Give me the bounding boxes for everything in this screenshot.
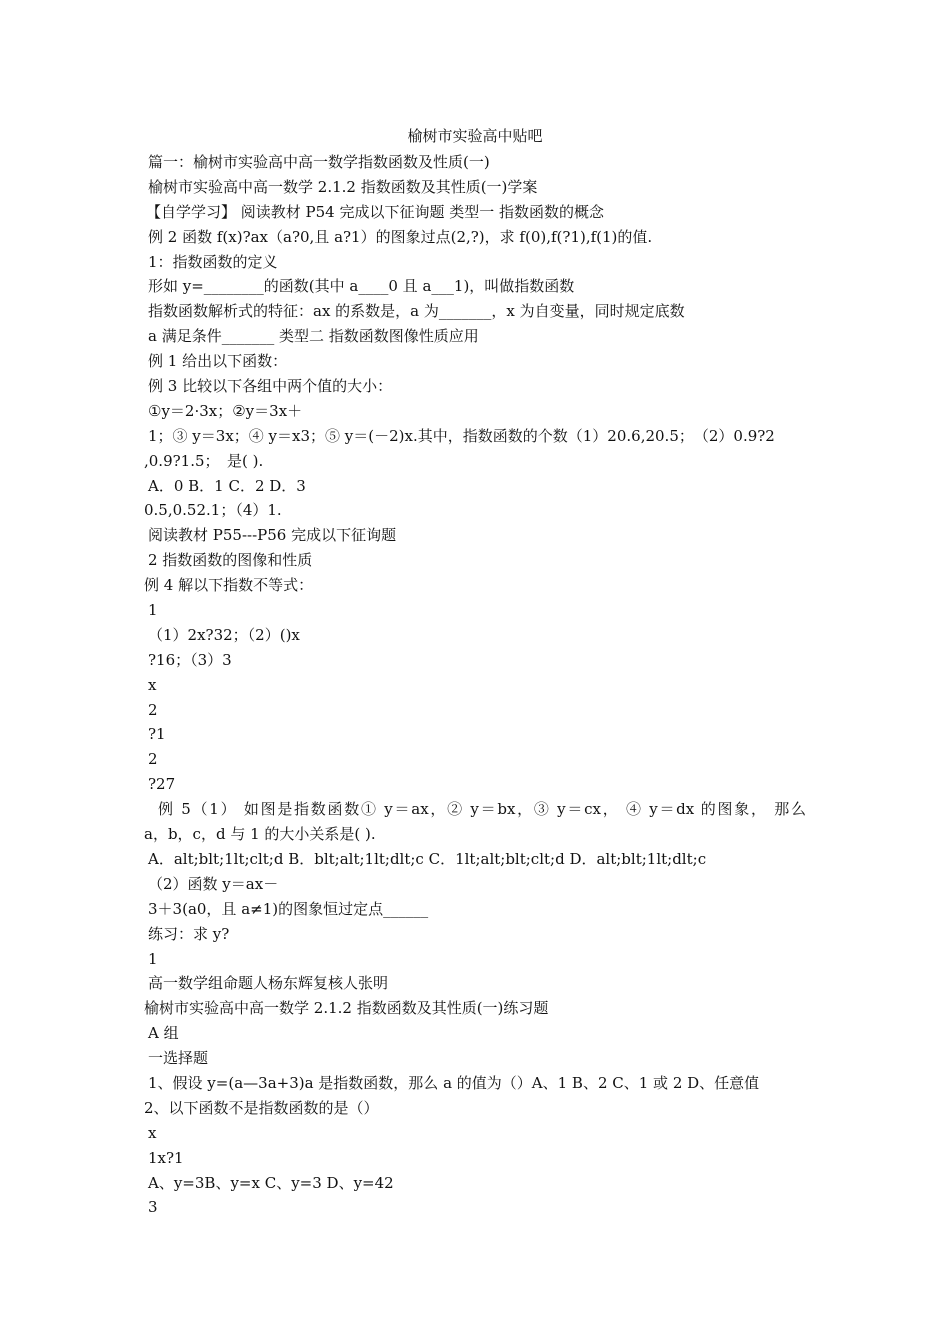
text-line: 2、以下函数不是指数函数的是（） bbox=[144, 1098, 379, 1117]
text-line: （1）2x?32；（2）()x bbox=[148, 625, 300, 644]
text-line: 例 3 比较以下各组中两个值的大小： bbox=[148, 377, 393, 396]
text-line: 1x?1 bbox=[148, 1148, 184, 1167]
text-line: 2 bbox=[148, 750, 158, 769]
text-line: 榆树市实验高中高一数学 2.1.2 指数函数及其性质(一)练习题 bbox=[144, 999, 549, 1018]
text-line: x bbox=[148, 675, 157, 694]
text-line: 一选择题 bbox=[148, 1049, 209, 1068]
text-line: 篇一：榆树市实验高中高一数学指数函数及性质(一) bbox=[148, 153, 490, 171]
text-line: 阅读教材 P55---P56 完成以下征询题 bbox=[148, 526, 397, 545]
text-line: A．0 B．1 C．2 D．3 bbox=[148, 476, 306, 495]
text-line: A．alt;blt;1lt;clt;d B．blt;alt;1lt;dlt;c C．1lt;alt;blt;clt;d D．alt;blt;1lt;dlt;c bbox=[148, 849, 707, 868]
document-title: 榆树市实验高中贴吧 bbox=[407, 127, 543, 145]
document-body bbox=[0, 150, 950, 1220]
text-line: 0.5,0.52.1；（4）1. bbox=[144, 501, 282, 520]
text-line: 例 2 函数 f(x)?ax（a?0,且 a?1）的图象过点(2,?)，求 f(0),f(?1),f(1)的值. bbox=[148, 227, 653, 246]
text-line: ?27 bbox=[148, 775, 176, 794]
text-line: a 满足条件_______ 类型二 指数函数图像性质应用 bbox=[148, 327, 479, 346]
text-line: 1 bbox=[148, 949, 158, 968]
text-line: ?16；（3）3 bbox=[148, 650, 232, 669]
text-line: 2 bbox=[148, 700, 158, 719]
text-line: 练习：求 y? bbox=[148, 924, 230, 943]
text-line: 例 5（1） 如图是指数函数① y＝ax，② y＝bx，③ y＝cx， ④ y＝dx 的图象， 那么 bbox=[158, 800, 806, 819]
text-line: A、y=3B、y=x C、y=3 D、y=42 bbox=[148, 1173, 394, 1192]
text-line: 2 指数函数的图像和性质 bbox=[148, 551, 313, 570]
text-line: ?1 bbox=[148, 725, 166, 744]
text-line: A 组 bbox=[148, 1024, 179, 1043]
text-line: 1；③ y＝3x；④ y＝x3；⑤ y＝(－2)x.其中，指数函数的个数（1）20.6,20.5； （2）0.9?2 bbox=[148, 426, 775, 445]
text-line: 1、假设 y=(a—3a+3)a 是指数函数，那么 a 的值为（）A、1 B、2 C、1 或 2 D、任意值 bbox=[148, 1073, 760, 1092]
text-line: 高一数学组命题人杨东辉复核人张明 bbox=[148, 974, 389, 993]
text-line: x bbox=[148, 1123, 157, 1142]
text-line: a，b，c，d 与 1 的大小关系是( ). bbox=[144, 825, 376, 844]
text-line: 3 bbox=[148, 1198, 158, 1217]
text-line: 榆树市实验高中高一数学 2.1.2 指数函数及其性质(一)学案 bbox=[148, 177, 538, 196]
text-line: 例 1 给出以下函数： bbox=[148, 352, 288, 371]
text-line: 1：指数函数的定义 bbox=[148, 252, 278, 271]
text-line: 【自学学习】 阅读教材 P54 完成以下征询题 类型一 指数函数的概念 bbox=[146, 202, 605, 221]
text-line: 例 4 解以下指数不等式： bbox=[144, 576, 314, 595]
text-line: （2）函数 y＝ax－ bbox=[148, 874, 279, 893]
text-line: 1 bbox=[148, 601, 158, 620]
text-line: 指数函数解析式的特征：ax 的系数是，a 为_______，x 为自变量，同时规定底数 bbox=[148, 302, 685, 321]
text-line: 3＋3(a0，且 a≠1)的图象恒过定点______ bbox=[148, 899, 429, 918]
text-line: 形如 y=________的函数(其中 a____0 且 a___1)，叫做指数函数 bbox=[148, 277, 575, 296]
text-line: ,0.9?1.5； 是( ). bbox=[144, 451, 264, 470]
text-line: ①y＝2·3x；②y＝3x＋ bbox=[148, 401, 303, 420]
